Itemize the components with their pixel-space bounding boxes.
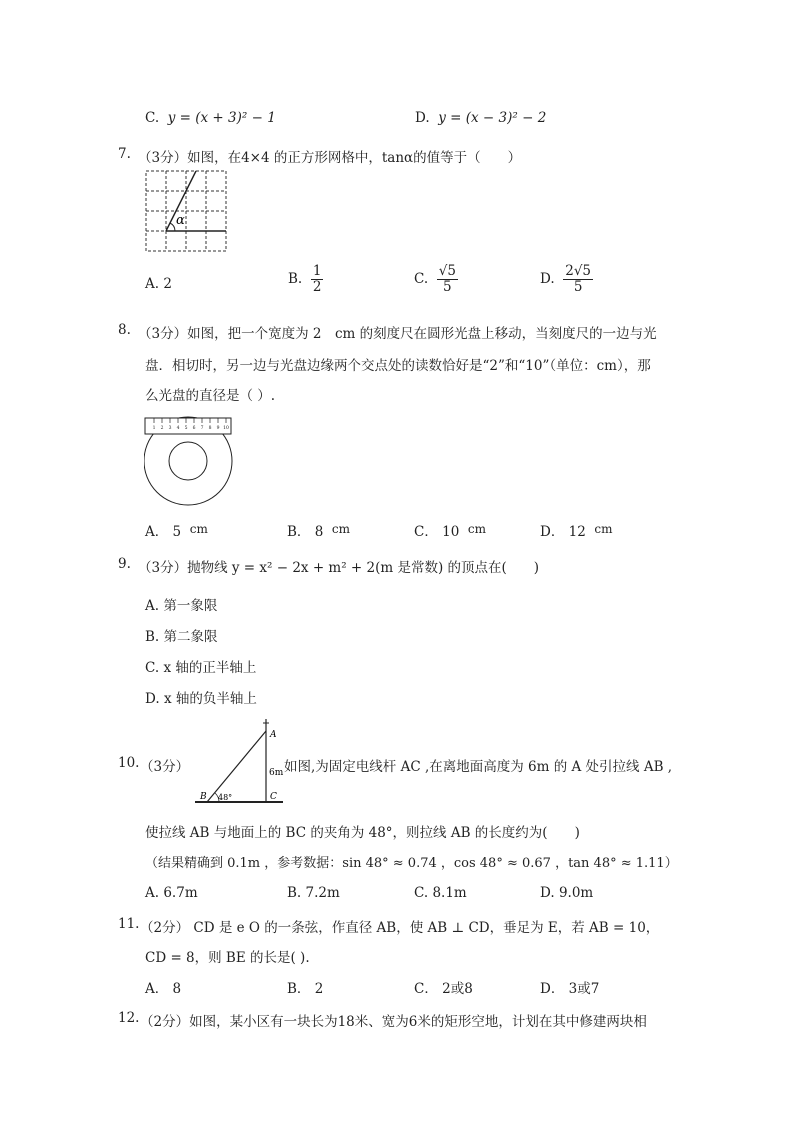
q7-option-b-fraction: $\frac{1}{2}$: [312, 263, 322, 295]
q10-stem1: 如图,为固定电线杆 AC ,在离地面高度为 6m 的 A 处引拉线 AB ,: [284, 759, 673, 775]
q8-ruler-tick-7: 7: [200, 426, 204, 431]
q8-option-a: A． 5 cm: [145, 522, 208, 540]
q10-option-a: A. 6.7m: [145, 885, 198, 901]
q8-option-b: B． 8 cm: [287, 522, 351, 540]
q9-option-b: B. 第二象限: [145, 629, 218, 645]
q11-number: 11.: [118, 916, 140, 932]
q7-grid-figure: [145, 170, 229, 252]
q11-line1: （2分） CD 是 e O 的一条弦，作直径 AB，使 AB ⊥ CD，垂足为 E，若 AB = 10，: [140, 920, 660, 936]
q8-line3: 么光盘的直径是（ ）.: [145, 388, 276, 404]
q12-number: 12.: [118, 1010, 140, 1026]
q11-option-c: C． 2或8: [414, 981, 473, 997]
q8-option-d: D． 12 cm: [540, 522, 613, 540]
q10-stem3: （结果精确到 0.1m ，参考数据：sin 48° ≈ 0.74 ，cos 48° ≈ 0.67 ，tan 48° ≈ 1.11）: [145, 856, 678, 871]
q9-number: 9.: [118, 556, 131, 572]
q8-ruler-tick-1: 1: [152, 426, 156, 431]
q8-ruler-tick-3: 3: [168, 426, 172, 431]
q7-option-b: B. $\frac{1}{2}$: [288, 263, 322, 295]
q9-stem: （3分）抛物线 y = x² − 2x + m² + 2(m 是常数) 的顶点在( ): [138, 560, 540, 576]
q8-ruler-tick-5: 5: [184, 426, 188, 431]
q8-option-c: C． 10 cm: [414, 522, 487, 540]
q8-number: 8.: [118, 322, 131, 338]
q12-line1: （2分）如图，某小区有一块长为18米、宽为6米的矩形空地，计划在其中修建两块相: [140, 1014, 647, 1030]
q10-label-c: C: [270, 792, 277, 802]
q11-option-d: D． 3或7: [540, 981, 600, 997]
q8-cd-ruler-figure: [144, 415, 234, 507]
q6-option-d: D. y = (x − 3)² − 2: [415, 110, 547, 126]
q10-label-height: 6m: [269, 768, 284, 778]
q8-ruler-tick-8: 8: [208, 426, 212, 431]
q7-option-d-fraction: $\frac{2√5}{5}$: [565, 263, 592, 295]
q10-option-b: B. 7.2m: [287, 885, 340, 901]
q9-option-c: C. x 轴的正半轴上: [145, 660, 257, 676]
q11-line2: CD = 8，则 BE 的长是( ).: [145, 950, 310, 966]
q7-option-a: A. 2: [145, 276, 172, 292]
q11-option-b: B． 2: [287, 981, 324, 997]
q8-ruler-tick-10: 10: [223, 426, 229, 431]
q8-ruler-tick-2: 2: [160, 426, 164, 431]
q10-option-d: D. 9.0m: [540, 885, 594, 901]
q10-pole-figure: [193, 715, 285, 807]
q8-line1: （3分）如图，把一个宽度为 2 cm 的刻度尺在圆形光盘上移动，当刻度尺的一边与光: [138, 326, 657, 342]
q7-alpha-label: α: [176, 213, 185, 228]
q8-line2: 盘．相切时，另一边与光盘边缘两个交点处的读数恰好是“2”和“10”（单位：cm），那: [145, 358, 651, 374]
q7-stem: （3分）如图，在4×4 的正方形网格中，tanα的值等于（ ）: [138, 150, 522, 166]
q10-score: （3分）: [140, 759, 190, 775]
q10-label-b: B: [200, 792, 207, 802]
q10-stem2: 使拉线 AB 与地面上的 BC 的夹角为 48°，则拉线 AB 的长度约为( ): [145, 825, 580, 841]
q11-option-a: A． 8: [145, 981, 182, 997]
q7-option-c-fraction: $\frac{√5}{5}$: [438, 263, 456, 295]
q10-label-angle: 48°: [218, 793, 233, 802]
q8-ruler-tick-4: 4: [176, 426, 180, 431]
q10-label-a: A: [270, 730, 277, 740]
q8-ruler-tick-9: 9: [216, 426, 220, 431]
q10-number: 10.: [118, 755, 140, 771]
q7-number: 7.: [118, 146, 131, 162]
q9-option-a: A. 第一象限: [145, 598, 218, 614]
q7-option-c: C. $\frac{√5}{5}$: [414, 263, 456, 295]
q7-option-d: D. $\frac{2√5}{5}$: [540, 263, 592, 295]
q8-ruler-tick-6: 6: [192, 426, 196, 431]
q9-option-d: D. x 轴的负半轴上: [145, 691, 257, 707]
q10-option-c: C. 8.1m: [414, 885, 467, 901]
q6-option-c: C. y = (x + 3)² − 1: [145, 110, 276, 126]
